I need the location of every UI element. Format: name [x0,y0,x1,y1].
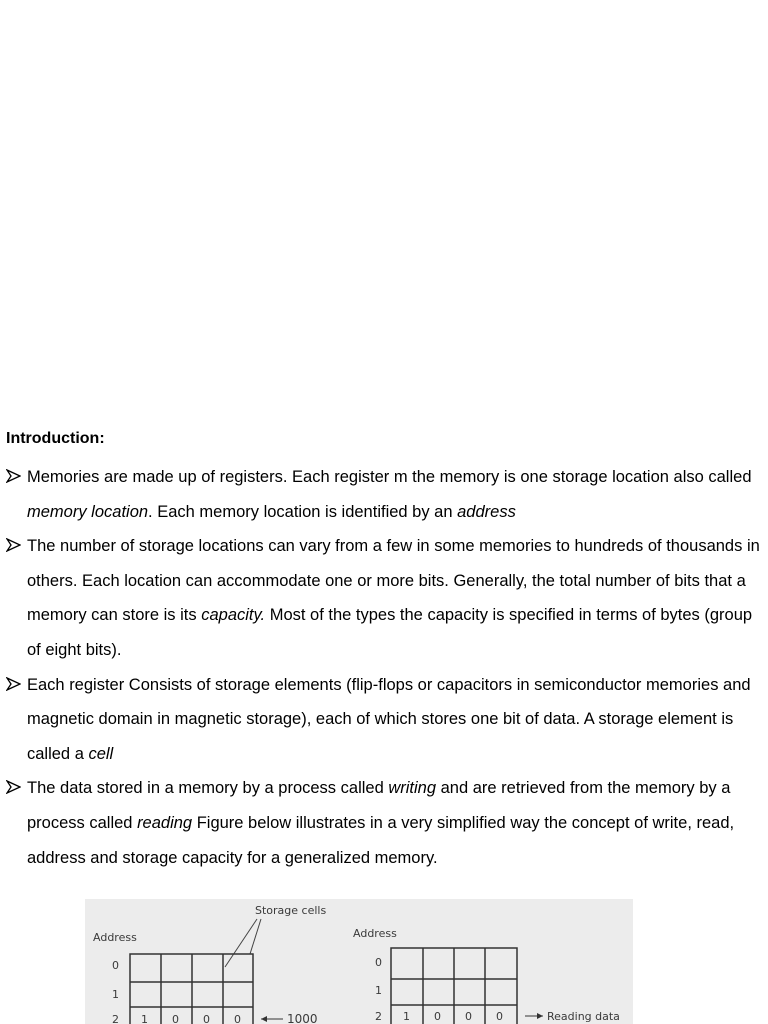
bullet-text: and are retrieved from the memory by a process called [27,779,731,832]
bullet-text: . Each memory location is identified by an [148,502,458,521]
emphasized-term: cell [88,744,114,763]
right-address-2: 2 [375,1010,382,1023]
bullet-list [6,460,764,875]
right-bit-3: 0 [496,1010,503,1023]
bullet-text: Each register Consists of storage elements (flip-flops or capacitors in semiconductor memories and magnetic domain in magnetic storage), each of which stores one bit of data. A storage element is called a [27,675,751,763]
bullet-text: Figure below illustrates in a very simplified way the concept of write, read, address and storage capacity for a generalized memory. [27,813,735,867]
right-address-label: Address [353,927,397,940]
left-bit-3: 0 [234,1013,241,1024]
left-address-0: 0 [112,959,119,972]
emphasized-term: capacity. [201,606,266,625]
left-address-label: Address [93,931,137,944]
storage-cells-pointer-2 [225,919,257,967]
left-address-2: 2 [112,1013,119,1024]
left-bit-2: 0 [203,1013,210,1024]
bullet-item [6,771,764,875]
right-address-1: 1 [375,984,382,997]
right-bit-0: 1 [403,1010,410,1023]
arrow-bullet-icon [6,771,24,805]
emphasized-term: memory location [27,502,149,521]
left-bit-1: 0 [172,1013,179,1024]
bullet-text: Most of the types the capacity is specified in terms of bytes (group of eight bits). [27,606,753,659]
right-bit-2: 0 [465,1010,472,1023]
bullet-text: The data stored in a memory by a process called [27,779,389,798]
bullet-item [6,668,764,772]
bullet-item [6,529,764,667]
memory-diagram [85,899,633,1024]
emphasized-term: address [457,502,516,521]
emphasized-term: reading [137,813,193,832]
left-address-1: 1 [112,988,119,1001]
emphasized-term: writing [388,779,437,798]
arrow-bullet-icon [6,529,24,563]
storage-cells-pointer-1 [250,919,261,954]
bullet-text: The number of storage locations can vary from a few in some memories to hundreds of thousands in others. Each location can accommodate one or more bits. Generally, the total number of bits that a memory can store is its [27,537,760,625]
arrow-bullet-icon [6,460,24,494]
reading-data-label: Reading data [547,1010,620,1023]
left-bit-0: 1 [141,1013,148,1024]
right-address-0: 0 [375,956,382,969]
right-bit-1: 0 [434,1010,441,1023]
arrow-bullet-icon [6,668,24,702]
bullet-item [6,460,764,529]
section-heading: Introduction: [6,430,105,447]
output-arrowhead [537,1013,543,1019]
input-arrowhead [261,1016,267,1022]
storage-cells-label: Storage cells [255,904,327,917]
bullet-text: Memories are made up of registers. Each register m the memory is one storage location also called [27,468,752,486]
input-data-label: 1000 [287,1012,318,1024]
memory-figure [85,899,633,1024]
